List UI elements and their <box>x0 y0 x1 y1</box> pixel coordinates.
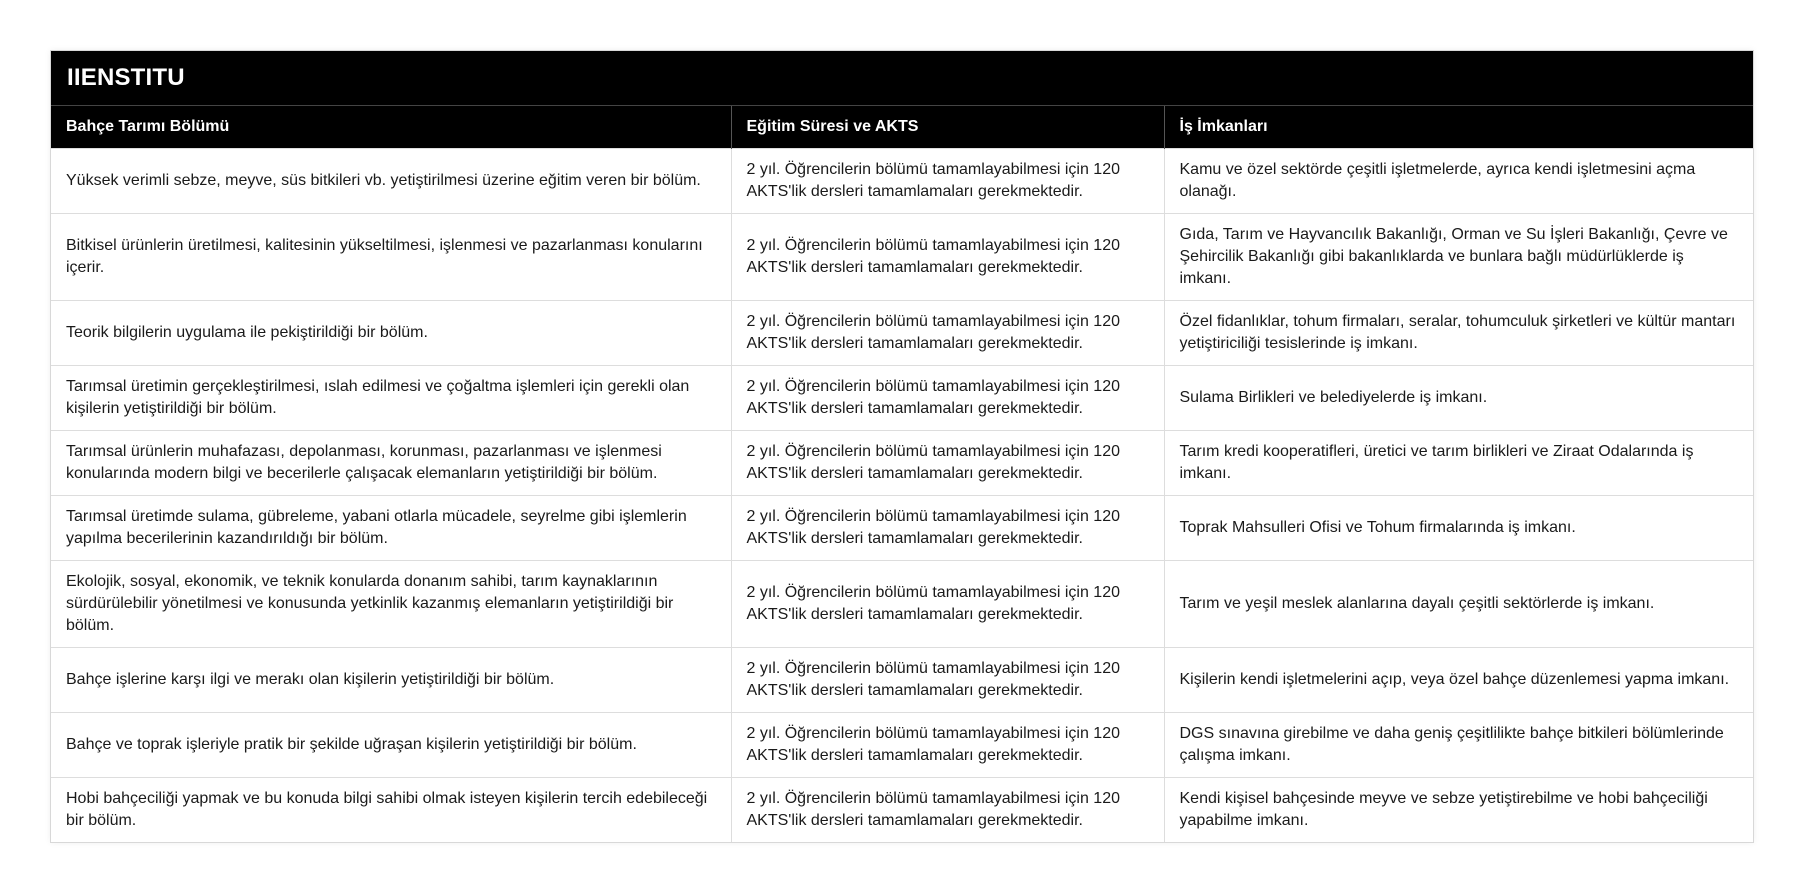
content-table-card <box>50 50 1754 843</box>
table-row <box>51 300 1753 365</box>
table-cell-department: Tarımsal üretimde sulama, gübreleme, yabani otlarla mücadele, seyrelme gibi işlemlerin yapılma becerilerinin kazandırıldığı bir bölüm. <box>51 495 731 560</box>
table-cell-jobs: Kamu ve özel sektörde çeşitli işletmelerde, ayrıca kendi işletmesini açma olanağı. <box>1164 148 1753 213</box>
table-row <box>51 365 1753 430</box>
table-body <box>51 148 1753 842</box>
table-cell-jobs: DGS sınavına girebilme ve daha geniş çeşitlilikte bahçe bitkileri bölümlerinde çalışma imkanı. <box>1164 712 1753 777</box>
table-cell-jobs: Sulama Birlikleri ve belediyelerde iş imkanı. <box>1164 365 1753 430</box>
table-cell-department: Bahçe ve toprak işleriyle pratik bir şekilde uğraşan kişilerin yetiştirildiği bir bölüm. <box>51 712 731 777</box>
table-cell-duration: 2 yıl. Öğrencilerin bölümü tamamlayabilmesi için 120 AKTS'lik dersleri tamamlamaları gerekmektedir. <box>731 148 1164 213</box>
table-cell-department: Ekolojik, sosyal, ekonomik, ve teknik konularda donanım sahibi, tarım kaynaklarının sürdürülebilir yönetilmesi ve konusunda yetkinlik kazanmış elemanların yetiştirildiği bir bölüm. <box>51 560 731 647</box>
table-cell-duration: 2 yıl. Öğrencilerin bölümü tamamlayabilmesi için 120 AKTS'lik dersleri tamamlamaları gerekmektedir. <box>731 300 1164 365</box>
table-cell-jobs: Toprak Mahsulleri Ofisi ve Tohum firmalarında iş imkanı. <box>1164 495 1753 560</box>
table-cell-jobs: Özel fidanlıklar, tohum firmaları, seralar, tohumculuk şirketleri ve kültür mantarı yetiştiriciliği tesislerinde iş imkanı. <box>1164 300 1753 365</box>
department-table <box>51 106 1753 842</box>
table-cell-duration: 2 yıl. Öğrencilerin bölümü tamamlayabilmesi için 120 AKTS'lik dersleri tamamlamaları gerekmektedir. <box>731 712 1164 777</box>
brand-header <box>51 51 1753 106</box>
table-row <box>51 712 1753 777</box>
table-cell-jobs: Kendi kişisel bahçesinde meyve ve sebze yetiştirebilme ve hobi bahçeciliği yapabilme imkanı. <box>1164 777 1753 842</box>
table-cell-department: Tarımsal üretimin gerçekleştirilmesi, ıslah edilmesi ve çoğaltma işlemleri için gerekli olan kişilerin yetiştirildiği bir bölüm. <box>51 365 731 430</box>
table-cell-jobs: Gıda, Tarım ve Hayvancılık Bakanlığı, Orman ve Su İşleri Bakanlığı, Çevre ve Şehircilik Bakanlığı gibi bakanlıklarda ve bunlara bağlı müdürlüklerde iş imkanı. <box>1164 213 1753 300</box>
table-row <box>51 560 1753 647</box>
table-cell-department: Teorik bilgilerin uygulama ile pekiştirildiği bir bölüm. <box>51 300 731 365</box>
table-row <box>51 430 1753 495</box>
table-cell-duration: 2 yıl. Öğrencilerin bölümü tamamlayabilmesi için 120 AKTS'lik dersleri tamamlamaları gerekmektedir. <box>731 365 1164 430</box>
table-cell-duration: 2 yıl. Öğrencilerin bölümü tamamlayabilmesi için 120 AKTS'lik dersleri tamamlamaları gerekmektedir. <box>731 495 1164 560</box>
table-row <box>51 495 1753 560</box>
table-cell-duration: 2 yıl. Öğrencilerin bölümü tamamlayabilmesi için 120 AKTS'lik dersleri tamamlamaları gerekmektedir. <box>731 213 1164 300</box>
header-row <box>51 106 1753 148</box>
table-cell-duration: 2 yıl. Öğrencilerin bölümü tamamlayabilmesi için 120 AKTS'lik dersleri tamamlamaları gerekmektedir. <box>731 777 1164 842</box>
brand-title: IIENSTITU <box>67 64 185 91</box>
table-cell-department: Bitkisel ürünlerin üretilmesi, kalitesinin yükseltilmesi, işlenmesi ve pazarlanması konularını içerir. <box>51 213 731 300</box>
table-cell-jobs: Kişilerin kendi işletmelerini açıp, veya özel bahçe düzenlemesi yapma imkanı. <box>1164 647 1753 712</box>
column-header-jobs: İş İmkanları <box>1164 106 1753 148</box>
table-row <box>51 647 1753 712</box>
table-row <box>51 148 1753 213</box>
table-row <box>51 777 1753 842</box>
table-row <box>51 213 1753 300</box>
table-cell-department: Bahçe işlerine karşı ilgi ve merakı olan kişilerin yetiştirildiği bir bölüm. <box>51 647 731 712</box>
column-header-duration: Eğitim Süresi ve AKTS <box>731 106 1164 148</box>
table-cell-duration: 2 yıl. Öğrencilerin bölümü tamamlayabilmesi için 120 AKTS'lik dersleri tamamlamaları gerekmektedir. <box>731 560 1164 647</box>
table-cell-jobs: Tarım ve yeşil meslek alanlarına dayalı çeşitli sektörlerde iş imkanı. <box>1164 560 1753 647</box>
table-cell-department: Hobi bahçeciliği yapmak ve bu konuda bilgi sahibi olmak isteyen kişilerin tercih edebileceği bir bölüm. <box>51 777 731 842</box>
table-cell-jobs: Tarım kredi kooperatifleri, üretici ve tarım birlikleri ve Ziraat Odalarında iş imkanı. <box>1164 430 1753 495</box>
column-header-department: Bahçe Tarımı Bölümü <box>51 106 731 148</box>
table-header <box>51 106 1753 148</box>
table-cell-department: Yüksek verimli sebze, meyve, süs bitkileri vb. yetiştirilmesi üzerine eğitim veren bir bölüm. <box>51 148 731 213</box>
table-cell-department: Tarımsal ürünlerin muhafazası, depolanması, korunması, pazarlanması ve işlenmesi konularında modern bilgi ve becerilerle çalışacak elemanların yetiştirildiği bir bölüm. <box>51 430 731 495</box>
table-cell-duration: 2 yıl. Öğrencilerin bölümü tamamlayabilmesi için 120 AKTS'lik dersleri tamamlamaları gerekmektedir. <box>731 647 1164 712</box>
table-cell-duration: 2 yıl. Öğrencilerin bölümü tamamlayabilmesi için 120 AKTS'lik dersleri tamamlamaları gerekmektedir. <box>731 430 1164 495</box>
